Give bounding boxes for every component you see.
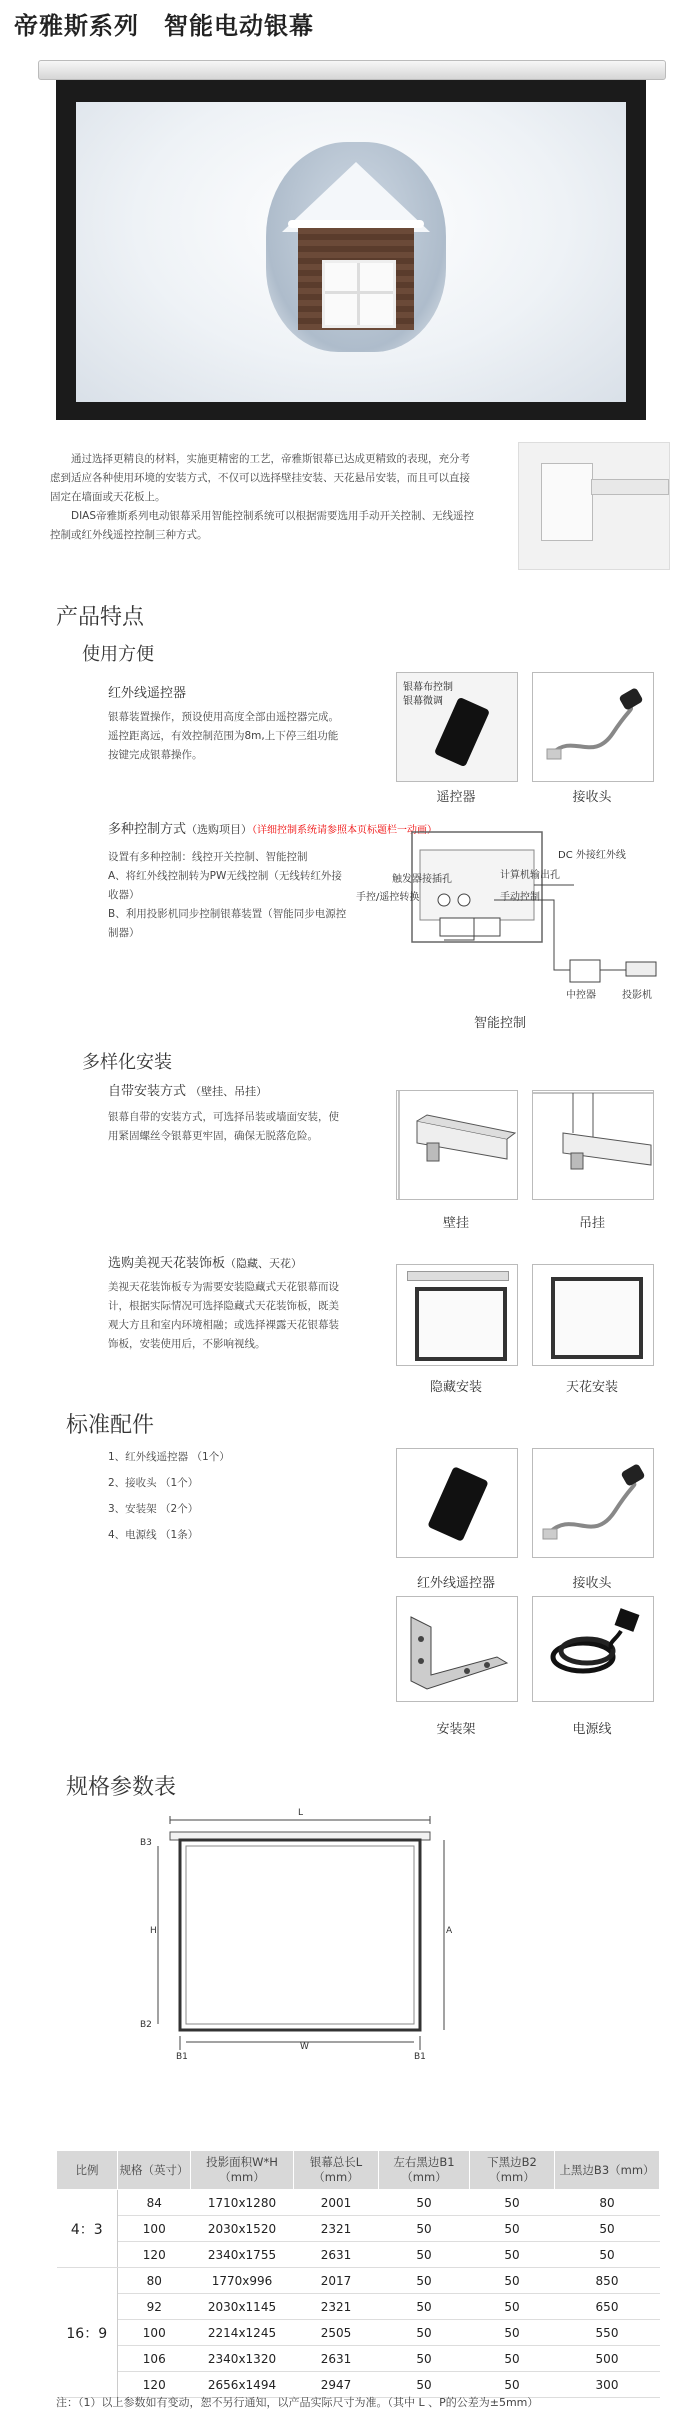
acc-remote-photo (396, 1448, 518, 1558)
cell: 2001 (294, 2190, 379, 2216)
remote-photo (396, 672, 518, 782)
receiver-photo (532, 672, 654, 782)
cell: 50 (379, 2268, 470, 2294)
caption-acc-bracket: 安装架 (436, 1722, 476, 1737)
dim-B3: B3 (140, 1838, 152, 1848)
cell: 2030x1145 (191, 2294, 294, 2320)
cell: 2340x1320 (191, 2346, 294, 2372)
spec-table (56, 2150, 660, 2398)
ir-remote-title: 红外线遥控器 (108, 686, 187, 701)
cell: 120 (118, 2372, 191, 2398)
table-row (57, 2346, 660, 2372)
diagram-ext-ir-label: 外接红外线 (575, 850, 626, 861)
col-length: 银幕总长L（mm） (294, 2151, 379, 2190)
col-area: 投影面积W*H（mm） (191, 2151, 294, 2190)
cell: 106 (118, 2346, 191, 2372)
diagram-manual-label: 手动控制 (500, 892, 540, 903)
caption-wall: 壁挂 (442, 1216, 469, 1231)
remote-icon (427, 1466, 489, 1542)
dimension-diagram (130, 1810, 470, 2060)
caption-ceiling: 天花安装 (565, 1380, 618, 1395)
cell: 92 (118, 2294, 191, 2320)
cell: 50 (555, 2242, 660, 2268)
multi-control-red-note: （详细控制系统请参照本页标题栏一动画） (252, 825, 438, 836)
cell: 50 (470, 2320, 555, 2346)
table-row (57, 2216, 660, 2242)
diagram-projector-label: 投影机 (622, 990, 652, 1001)
ceiling-install-photo (532, 1264, 654, 1366)
cell: 50 (470, 2268, 555, 2294)
wall-mount-photo (396, 1090, 518, 1200)
screen-housing-end (591, 479, 669, 495)
cell: 2505 (294, 2320, 379, 2346)
accessories-heading: 标准配件 (66, 1413, 155, 1438)
multi-control-note: （选购项目） (186, 823, 253, 836)
dim-B1-right: B1 (414, 2052, 426, 2062)
diagram-switch-label: 手控/遥控转换 (356, 892, 420, 903)
cell: 2631 (294, 2242, 379, 2268)
table-row (57, 2242, 660, 2268)
table-row (57, 2320, 660, 2346)
accessories-list (108, 1444, 230, 1548)
cell: 100 (118, 2320, 191, 2346)
caption-hang: 吊挂 (578, 1216, 605, 1231)
ir-remote-text: 银幕装置操作，预设使用高度全部由遥控器完成。遥控距离远，有效控制范围为8m,上下停三组功能按键完成银幕操作。 (108, 711, 339, 761)
cell: 2030x1520 (191, 2216, 294, 2242)
dim-A: A (446, 1926, 453, 1936)
accessory-item: 3、安装架 （2个） (108, 1503, 199, 1515)
cell: 50 (470, 2346, 555, 2372)
ratio-16-9: 16：9 (57, 2268, 118, 2398)
page-title: 帝雅斯系列 智能电动银幕 (14, 12, 314, 40)
ceiling-board-note: （隐藏、天花） (225, 1257, 303, 1270)
ceiling-board-text: 美视天花装饰板专为需要安装隐藏式天花银幕而设计，根据实际情况可选择隐藏式天花装饰板，既美观大方且和室内环境相融；或选择裸露天花银幕装饰板，安装使用后，不影响视线。 (108, 1281, 339, 1350)
col-size: 规格（英寸） (118, 2151, 191, 2190)
dim-H: H (150, 1926, 157, 1936)
spec-heading: 规格参数表 (66, 1775, 177, 1800)
col-b1: 左右黑边B1（mm） (379, 2151, 470, 2190)
builtin-install-title: 自带安装方式 (108, 1084, 187, 1099)
features-heading: 产品特点 (56, 605, 145, 630)
multi-control-text-1: 设置有多种控制：线控开关控制、智能控制 (108, 851, 308, 863)
dim-W: W (300, 2042, 309, 2052)
cell: 84 (118, 2190, 191, 2216)
hidden-install-photo (396, 1264, 518, 1366)
table-row (57, 2268, 660, 2294)
receiver-cable-icon (533, 673, 653, 781)
caption-remote: 遥控器 (436, 790, 476, 805)
screen-surface (76, 102, 626, 402)
wall-mount-icon (397, 1091, 517, 1199)
cell: 2321 (294, 2216, 379, 2242)
screen-casing (38, 60, 666, 80)
caption-hidden: 隐藏安装 (429, 1380, 482, 1395)
cell: 2214x1245 (191, 2320, 294, 2346)
photo-label-2: 银幕微调 (403, 696, 443, 707)
cell: 50 (379, 2190, 470, 2216)
multi-control-text-3: B、利用投影机同步控制银幕装置（智能同步电源控制器） (108, 908, 347, 939)
cell: 100 (118, 2216, 191, 2242)
ceiling-board-title: 选购美视天花装饰板 (108, 1256, 226, 1271)
accessory-item: 4、电源线 （1条） (108, 1529, 199, 1541)
snow-ledge (288, 220, 424, 228)
hero-screen-image (56, 80, 646, 420)
cell: 50 (470, 2216, 555, 2242)
cell: 500 (555, 2346, 660, 2372)
install-heading: 多样化安装 (82, 1052, 172, 1073)
cell: 50 (379, 2216, 470, 2242)
cell: 120 (118, 2242, 191, 2268)
builtin-install-heading (108, 1080, 267, 1099)
cell: 50 (470, 2372, 555, 2398)
ceiling-board-heading (108, 1252, 302, 1271)
hang-mount-icon (533, 1091, 653, 1199)
cell: 2947 (294, 2372, 379, 2398)
cell: 2656x1494 (191, 2372, 294, 2398)
house-window (322, 260, 396, 328)
multi-control-title: 多种控制方式 (108, 822, 187, 837)
diagram-dc-label: DC (558, 850, 573, 861)
cell: 550 (555, 2320, 660, 2346)
acc-power-photo (532, 1596, 654, 1702)
photo-label-1: 银幕布控制 (403, 682, 453, 693)
accessory-item: 2、接收头 （1个） (108, 1477, 199, 1489)
diagram-center-label: 中控器 (566, 990, 596, 1001)
intro-paragraph-2: DIAS帝雅斯系列电动银幕采用智能控制系统可以根据需要选用手动开关控制、无线遥控控制或红外线遥控控制三种方式。 (50, 510, 475, 541)
caption-acc-power: 电源线 (572, 1722, 612, 1737)
cell: 50 (470, 2190, 555, 2216)
cell: 2321 (294, 2294, 379, 2320)
cell: 50 (379, 2294, 470, 2320)
cell: 50 (379, 2346, 470, 2372)
cell: 80 (555, 2190, 660, 2216)
cell: 50 (470, 2294, 555, 2320)
cell: 2017 (294, 2268, 379, 2294)
ceiling-screen-icon (551, 1277, 643, 1359)
cell: 650 (555, 2294, 660, 2320)
table-header-row (57, 2151, 660, 2190)
acc-bracket-photo (396, 1596, 518, 1702)
intro-paragraph-1: 通过选择更精良的材料，实施更精密的工艺，帝雅斯银幕已达成更精致的表现，充分考虑到适应各种使用环境的安装方式，不仅可以选择壁挂安装、天花悬吊安装，而且可以直接固定在墙面或天花板上。 (50, 453, 470, 503)
builtin-install-note: （壁挂、吊挂） (190, 1085, 268, 1098)
caption-receiver: 接收头 (572, 790, 612, 805)
cell: 1770x996 (191, 2268, 294, 2294)
cell: 50 (379, 2372, 470, 2398)
builtin-install-text: 银幕自带的安装方式，可选择吊装或墙面安装，使用紧固螺丝令银幕更牢固，确保无脱落危险。 (108, 1111, 339, 1142)
hidden-screen-icon (415, 1287, 507, 1361)
table-row (57, 2190, 660, 2216)
receiver-cable-icon (533, 1449, 653, 1557)
col-b3: 上黑边B3（mm） (555, 2151, 660, 2190)
cell: 50 (379, 2320, 470, 2346)
cell: 50 (555, 2216, 660, 2242)
col-b2: 下黑边B2（mm） (470, 2151, 555, 2190)
caption-acc-remote: 红外线遥控器 (416, 1576, 495, 1591)
cell: 50 (379, 2242, 470, 2268)
intro-text (50, 450, 480, 545)
caption-acc-receiver: 接收头 (572, 1576, 612, 1591)
control-box (541, 463, 593, 541)
spec-note: 注：（1）以上参数如有变动，恕不另行通知，以产品实际尺寸为准。（其中 L 、P的公差为±5mm） (56, 2396, 539, 2409)
multi-control-text-2: A、将红外线控制转为PW无线控制（无线转红外接收器） (108, 870, 342, 901)
cell: 80 (118, 2268, 191, 2294)
caption-smart-control: 智能控制 (473, 1016, 526, 1031)
power-cord-icon (533, 1597, 653, 1701)
cell: 2631 (294, 2346, 379, 2372)
ratio-4-3: 4：3 (57, 2190, 118, 2268)
multi-control-text (108, 848, 348, 943)
dim-B2: B2 (140, 2020, 152, 2030)
acc-receiver-photo (532, 1448, 654, 1558)
cell: 50 (470, 2242, 555, 2268)
diagram-pc-out-label: 计算机输出孔 (500, 870, 560, 881)
col-ratio: 比例 (57, 2151, 118, 2190)
easy-use-heading: 使用方便 (82, 644, 154, 665)
cell: 1710x1280 (191, 2190, 294, 2216)
cell: 300 (555, 2372, 660, 2398)
dim-L: L (298, 1808, 304, 1818)
table-row (57, 2294, 660, 2320)
accessory-item: 1、红外线遥控器 （1个） (108, 1451, 230, 1463)
control-box-photo (518, 442, 670, 570)
cell: 850 (555, 2268, 660, 2294)
cell: 2340x1755 (191, 2242, 294, 2268)
hang-mount-photo (532, 1090, 654, 1200)
diagram-trigger-label: 触发器接插孔 (392, 874, 452, 885)
bracket-icon (397, 1597, 517, 1701)
dim-B1-left: B1 (176, 2052, 188, 2062)
